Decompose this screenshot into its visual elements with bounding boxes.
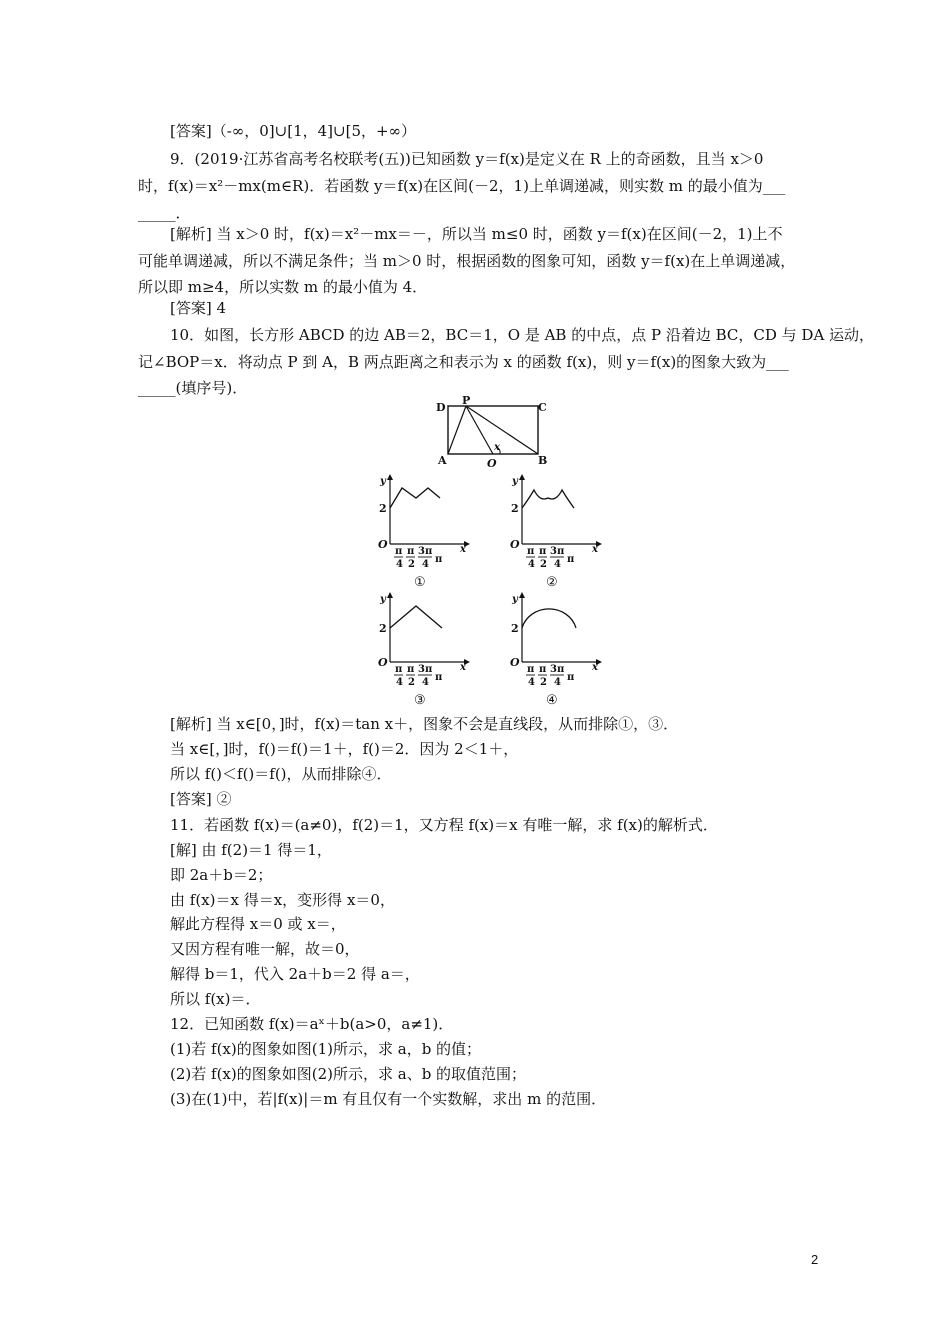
- y-axis-label: y: [380, 476, 386, 487]
- solution-11-line-2: 即 2a＋b＝2；: [170, 866, 273, 884]
- tick-pi-over-2-num: π: [539, 664, 547, 675]
- problem-10-line-2: 记∠BOP＝x．将动点 P 到 A，B 两点距离之和表示为 x 的函数 f(x)，则 y＝f(x)的图象大致为___: [138, 353, 789, 371]
- analysis-10-line-2: 当 x∈[，]时，f()＝f()＝1＋，f()＝2．因为 2＜1＋，: [170, 740, 519, 758]
- tick-3pi-over-4-num: 3π: [418, 664, 433, 675]
- problem-11: 11．若函数 f(x)＝(a≠0)，f(2)＝1，又方程 f(x)＝x 有唯一解，求 f(x)的解析式．: [170, 816, 718, 834]
- y-axis-label: y: [512, 594, 518, 605]
- graph-1: [374, 474, 474, 592]
- rectangle-figure: [428, 396, 558, 470]
- solution-11-line-4: 解此方程得 x＝0 或 x＝，: [170, 915, 346, 933]
- problem-9-line-1: 9．(2019·江苏省高考名校联考(五))已知函数 y＝f(x)是定义在 R 上的奇函数，且当 x＞0: [170, 150, 764, 168]
- tick-pi-over-4-den: 4: [396, 677, 403, 688]
- tick-pi-over-2-den: 2: [408, 677, 415, 688]
- problem-12-part-2: (2)若 f(x)的图象如图(2)所示，求 a、b 的取值范围；: [170, 1065, 527, 1083]
- tick-pi-over-4-num: π: [395, 664, 403, 675]
- tick-pi-over-2-num: π: [539, 546, 547, 557]
- analysis-9-line-1: [解析] 当 x＞0 时，f(x)＝x²－mx＝－，所以当 m≤0 时，函数 y＝f(x)在区间(－2，1)上不: [170, 225, 783, 243]
- tick-pi-over-2-num: π: [407, 546, 415, 557]
- problem-10-line-1: 10．如图，长方形 ABCD 的边 AB＝2，BC＝1，O 是 AB 的中点，点 P 沿着边 BC，CD 与 DA 运动，: [170, 326, 875, 344]
- problem-12-part-1: (1)若 f(x)的图象如图(1)所示，求 a，b 的值；: [170, 1040, 482, 1058]
- tick-pi: π: [567, 554, 575, 565]
- solution-11-line-5: 又因方程有唯一解，故＝0，: [170, 940, 360, 958]
- tick-pi: π: [567, 672, 575, 683]
- x-axis-label: x: [460, 544, 466, 555]
- angle-x: x: [494, 442, 500, 453]
- y-tick-2: 2: [511, 502, 519, 515]
- tick-3pi-over-4-den: 4: [554, 559, 561, 570]
- tick-pi-over-4-den: 4: [528, 677, 535, 688]
- tick-pi-over-2-num: π: [407, 664, 415, 675]
- problem-12: 12．已知函数 f(x)＝aˣ＋b(a>0，a≠1)．: [170, 1015, 454, 1033]
- page-number: 2: [811, 1252, 819, 1267]
- vertex-c: C: [538, 401, 547, 414]
- y-axis-label: y: [380, 594, 386, 605]
- tick-3pi-over-4-den: 4: [422, 677, 429, 688]
- x-axis-label: x: [592, 544, 598, 555]
- tick-pi: π: [435, 672, 443, 683]
- tick-3pi-over-4-num: 3π: [550, 664, 565, 675]
- vertex-d: D: [436, 401, 446, 414]
- tick-pi-over-4-num: π: [395, 546, 403, 557]
- point-p: P: [462, 396, 471, 407]
- graph-2: [506, 474, 606, 592]
- problem-9-line-2: 时，f(x)＝x²－mx(m∈R)．若函数 y＝f(x)在区间(－2，1)上单调递减，则实数 m 的最小值为___: [138, 177, 786, 195]
- x-axis-label: x: [592, 662, 598, 673]
- analysis-10-line-3: 所以 f()＜f()＝f()，从而排除④．: [170, 765, 392, 783]
- problem-9-line-3: _____．: [138, 204, 191, 222]
- graph-label-3: ③: [414, 693, 426, 708]
- solution-11-line-3: 由 f(x)＝x 得＝x，变形得 x＝0，: [170, 891, 395, 909]
- tick-pi-over-4-den: 4: [528, 559, 535, 570]
- problem-12-part-3: (3)在(1)中，若|f(x)|＝m 有且仅有一个实数解，求出 m 的范围．: [170, 1090, 607, 1108]
- solution-11-line-7: 所以 f(x)＝．: [170, 990, 261, 1008]
- analysis-10-line-1: [解析] 当 x∈[0，]时，f(x)＝tan x＋，图象不会是直线段，从而排除①，③．: [170, 715, 679, 733]
- tick-pi-over-4-den: 4: [396, 559, 403, 570]
- vertex-b: B: [538, 454, 548, 467]
- point-o: O: [487, 457, 497, 470]
- y-axis-label: y: [512, 476, 518, 487]
- x-axis-label: x: [460, 662, 466, 673]
- graph-4: [506, 592, 606, 710]
- tick-pi-over-2-den: 2: [540, 677, 547, 688]
- origin-label: O: [378, 538, 388, 551]
- y-tick-2: 2: [379, 622, 387, 635]
- graph-label-2: ②: [546, 575, 558, 590]
- problem-10-line-3: _____(填序号)．: [138, 379, 248, 397]
- tick-pi-over-2-den: 2: [540, 559, 547, 570]
- graph-label-4: ④: [546, 693, 558, 708]
- analysis-9-line-2: 可能单调递减，所以不满足条件；当 m＞0 时，根据函数的图象可知，函数 y＝f(x)在上单调递减，: [138, 252, 796, 270]
- y-tick-2: 2: [379, 502, 387, 515]
- origin-label: O: [510, 656, 520, 669]
- origin-label: O: [510, 538, 520, 551]
- answer-9: [答案] 4: [170, 299, 227, 317]
- tick-pi-over-4-num: π: [527, 664, 535, 675]
- solution-11-line-6: 解得 b＝1，代入 2a＋b＝2 得 a＝，: [170, 965, 420, 983]
- answer-10: [答案] ②: [170, 790, 232, 808]
- tick-3pi-over-4-den: 4: [554, 677, 561, 688]
- graph-label-1: ①: [414, 575, 426, 590]
- solution-11-line-1: [解] 由 f(2)＝1 得＝1，: [170, 841, 332, 859]
- tick-3pi-over-4-num: 3π: [418, 546, 433, 557]
- answer-8: [答案]（-∞，0]∪[1，4]∪[5，+∞）: [170, 122, 417, 140]
- tick-pi-over-4-num: π: [527, 546, 535, 557]
- tick-3pi-over-4-den: 4: [422, 559, 429, 570]
- graph-3: [374, 592, 474, 710]
- vertex-a: A: [438, 454, 447, 467]
- tick-3pi-over-4-num: 3π: [550, 546, 565, 557]
- tick-pi: π: [435, 554, 443, 565]
- analysis-9-line-3: 所以即 m≥4，所以实数 m 的最小值为 4．: [138, 278, 428, 296]
- tick-pi-over-2-den: 2: [408, 559, 415, 570]
- origin-label: O: [378, 656, 388, 669]
- y-tick-2: 2: [511, 622, 519, 635]
